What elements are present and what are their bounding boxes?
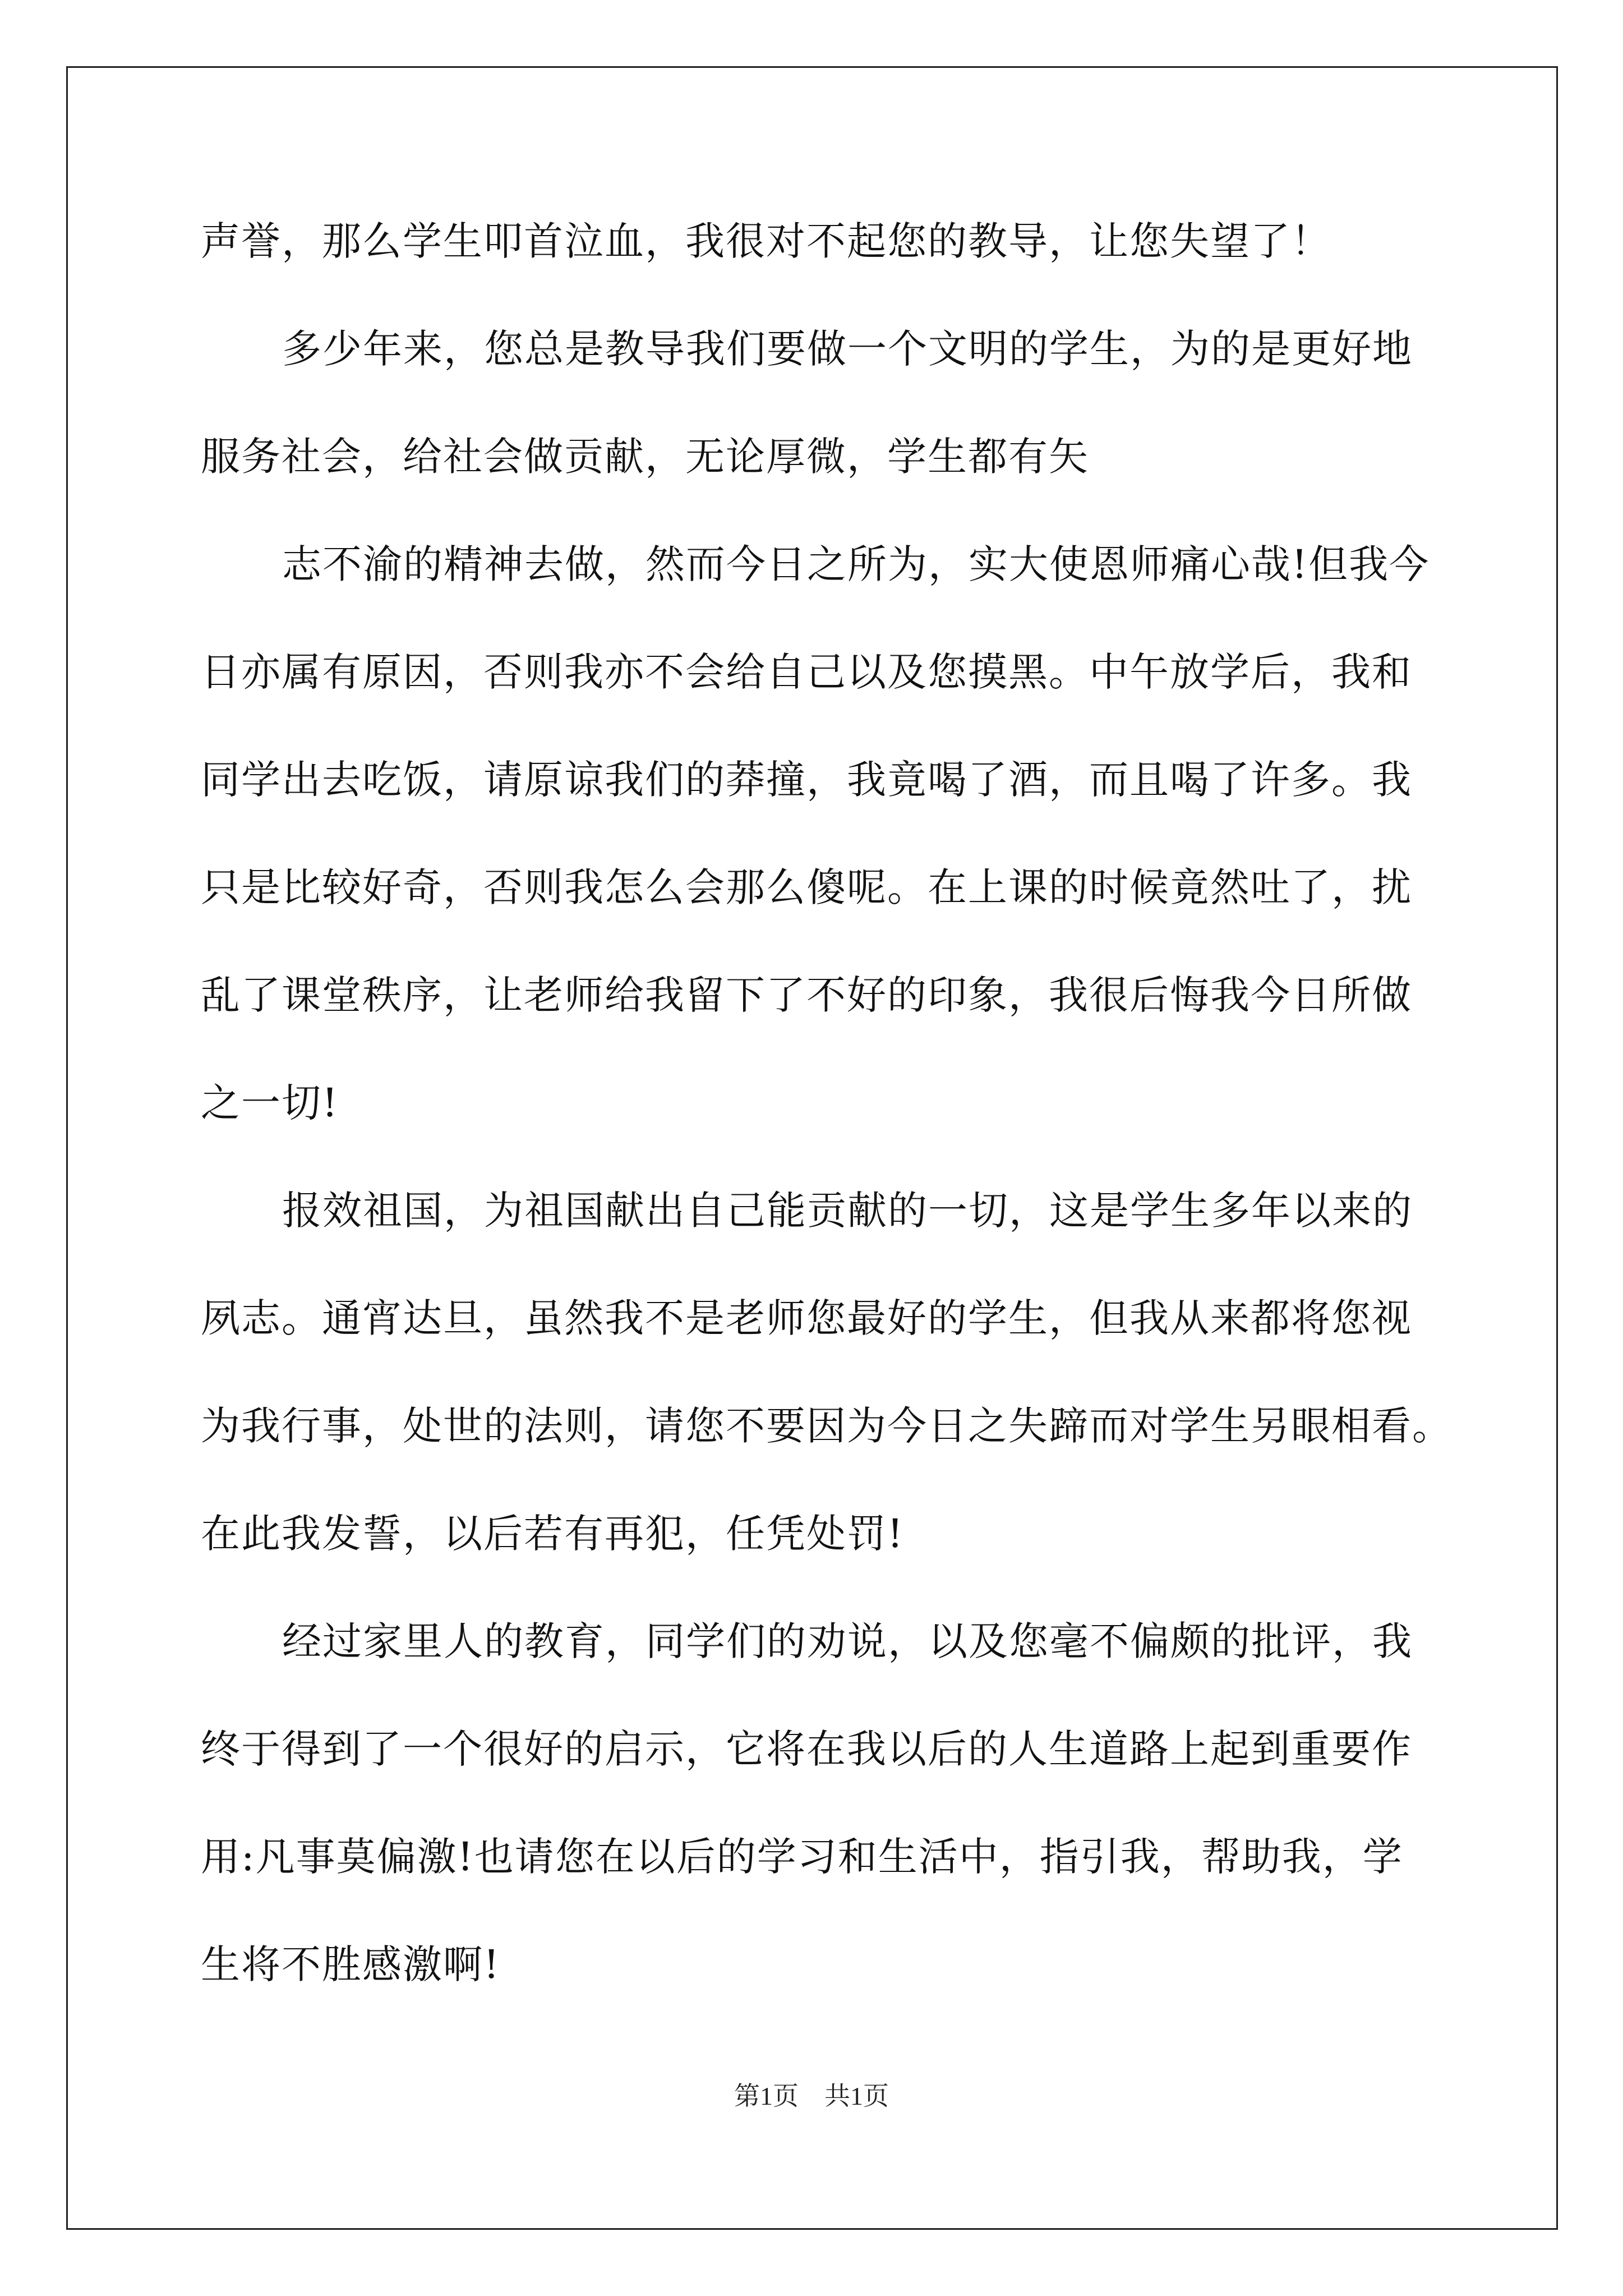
text-line: 多少年来，您总是教导我们要做一个文明的学生，为的是更好地: [282, 326, 1413, 372]
text-line: 志不渝的精神去做，然而今日之所为，实大使恩师痛心哉!但我今: [282, 541, 1430, 587]
text-line: 在此我发誓，以后若有再犯，任凭处罚!: [201, 1511, 905, 1557]
text-line: 乱了课堂秩序，让老师给我留下了不好的印象，我很后悔我今日所做: [201, 972, 1412, 1018]
text-line: 声誉，那么学生叩首泣血，我很对不起您的教导，让您失望了！: [201, 218, 1331, 264]
text-line: 服务社会，给社会做贡献，无论厚微，学生都有矢: [201, 434, 1089, 480]
page-footer: 第1页 共1页: [734, 2082, 889, 2110]
text-line: 日亦属有原因，否则我亦不会给自己以及您摸黑。中午放学后，我和: [201, 649, 1412, 695]
text-line: 生将不胜感激啊!: [201, 1941, 501, 1987]
text-line: 同学出去吃饭，请原谅我们的莽撞，我竟喝了酒，而且喝了许多。我: [201, 757, 1412, 803]
text-line: 用:凡事莫偏激!也请您在以后的学习和生活中，指引我，帮助我，学: [201, 1834, 1403, 1880]
text-line: 经过家里人的教育，同学们的劝说，以及您毫不偏颇的批评，我: [282, 1618, 1413, 1664]
text-line: 终于得到了一个很好的启示，它将在我以后的人生道路上起到重要作: [201, 1726, 1412, 1772]
text-line: 之一切!: [201, 1080, 339, 1126]
document-body: [201, 218, 1453, 2053]
text-line: 报效祖国，为祖国献出自己能贡献的一切，这是学生多年以来的: [282, 1188, 1413, 1234]
text-line: 只是比较好奇，否则我怎么会那么傻呢。在上课的时候竟然吐了，扰: [201, 864, 1412, 910]
text-line: 夙志。通宵达旦，虽然我不是老师您最好的学生，但我从来都将您视: [201, 1295, 1412, 1341]
text-line: 为我行事，处世的法则，请您不要因为今日之失蹄而对学生另眼相看。: [201, 1403, 1453, 1449]
